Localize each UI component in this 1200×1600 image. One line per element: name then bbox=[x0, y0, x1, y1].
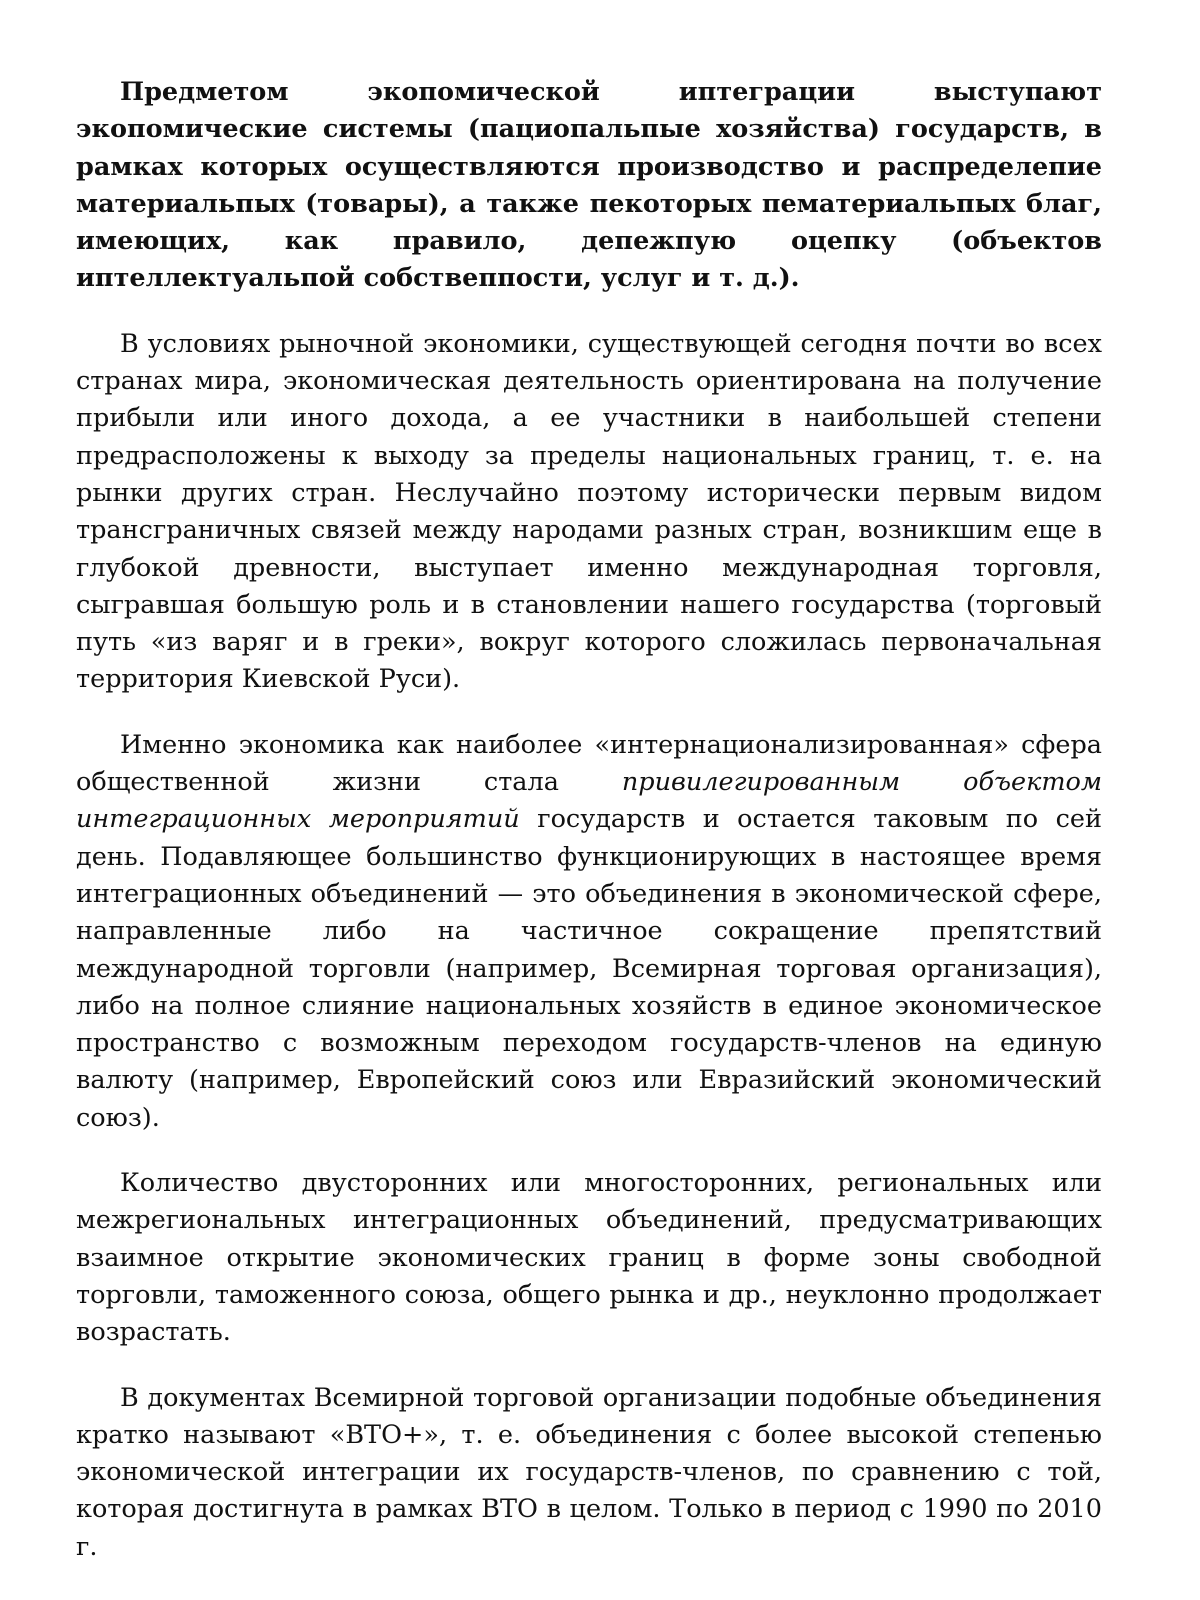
paragraph-economy-privileged-object bbox=[76, 727, 1102, 1137]
paragraph-text-end: государств и остается таковым по сей день. Подавляющее большинство функционирующих в настоящее время интеграционных объединений — это объединения в экономической сфере, направленные либо на частичное сокращение препятствий международной торговли (например, Всемирная торговая организация), либо на полное слияние национальных хозяйств в единое экономическое пространство с возможным переходом государств-членов на единую валюту (например, Европейский союз или Евразийский экономический союз). bbox=[76, 804, 1103, 1133]
paragraph-number-of-associations: Количество двусторонних или многосторонних, региональных или межрегиональных интеграционных объединений, предусматривающих взаимное открытие экономических границ в форме зоны свободной торговли, таможенного союза, общего рынка и др., неуклонно продолжает возрастать. bbox=[76, 1168, 1102, 1348]
paragraph-wto-plus: В документах Всемирной торговой организации подобные объединения кратко называют «ВТО+», т. е. объединения с более высокой степенью экономической интеграции их государств-членов, по сравнению с той, которая достигнута в рамках ВТО в целом. Только в период с 1990 по 2010 г. bbox=[76, 1382, 1102, 1562]
emphasized-term: привилегированным объектом интеграционных мероприятий bbox=[76, 767, 1103, 835]
paragraph-subject-of-integration: Предметом экопомической иптеграции выступают экопомические системы (пациопальпые хозяйства) государств, в рамках которых осуществляются производство и распределепие материальпых (товары), а также пекоторых пематериальпых благ, имеющих, как правило, депежпую оцепку (объектов иптеллектуальпой собствеппости, услуг и т. д.). bbox=[76, 77, 1102, 294]
paragraph-market-economy: В условиях рыночной экономики, существующей сегодня почти во всех странах мира, экономическая деятельность ориентирована на получение прибыли или иного дохода, а ее участники в наибольшей степени предрасположены к выходу за пределы национальных границ, т. е. на рынки других стран. Неслучайно поэтому исторически первым видом трансграничных связей между народами разных стран, возникшим еще в глубокой древности, выступает именно международная торговля, сыгравшая большую роль и в становлении нашего государства (торговый путь «из варяг и в греки», вокруг которого сложилась первоначальная территория Киевской Руси). bbox=[76, 328, 1102, 695]
document-page bbox=[76, 74, 1102, 1566]
paragraph-text-start: Именно экономика как наиболее «интернационализированная» сфера общественной жизни стала bbox=[76, 729, 1102, 798]
